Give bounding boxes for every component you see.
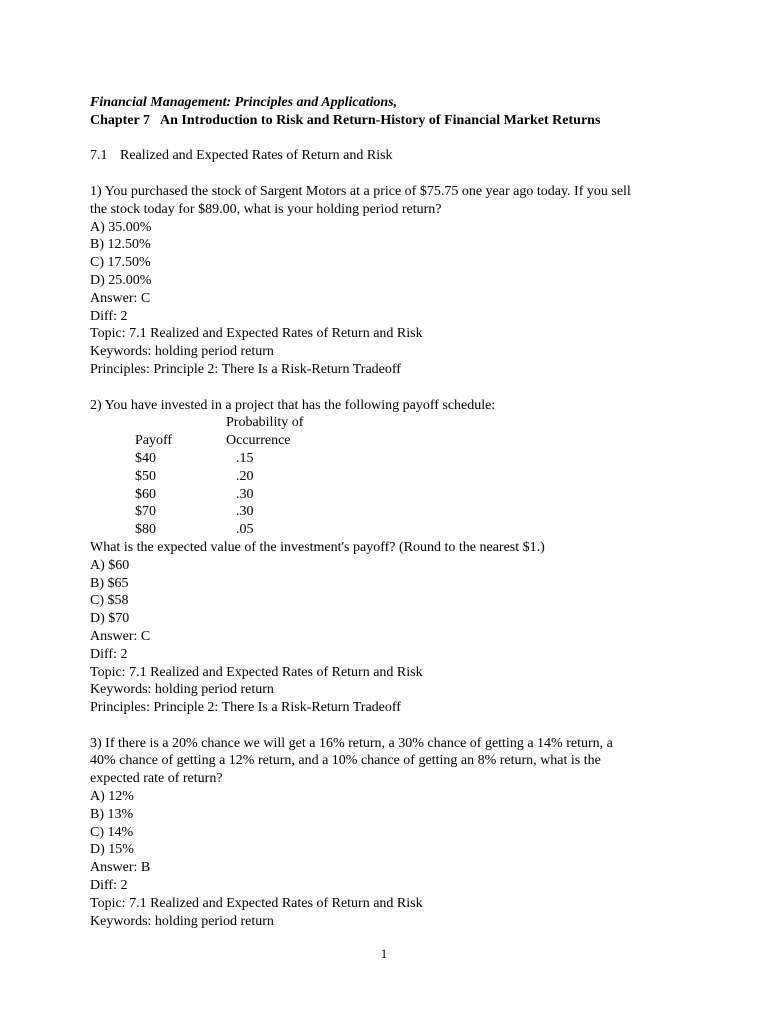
table-row [90,503,690,521]
probability-cell: .30 [236,504,254,520]
topic: Topic: 7.1 Realized and Expected Rates of Return and Risk [90,326,423,342]
option-d: D) 15% [90,842,134,858]
principles: Principles: Principle 2: There Is a Risk-Return Tradeoff [90,700,401,716]
payoff-cell: $70 [135,504,156,520]
page-number: 1 [380,946,388,961]
book-title: Financial Management: Principles and Applications, [90,95,398,110]
option-c: C) $58 [90,593,129,609]
table-row [90,468,690,486]
option-b: B) $65 [90,575,129,591]
table-row [90,450,690,468]
answer: Answer: B [90,860,151,876]
question-3 [90,735,690,931]
option-b: B) 13% [90,806,134,822]
question-text-line: 2) You have invested in a project that has the following payoff schedule: [90,397,496,413]
difficulty: Diff: 2 [90,878,128,894]
chapter-title: An Introduction to Risk and Return-History of Financial Market Returns [160,112,601,128]
payoff-cell: $40 [135,450,156,466]
option-a: A) $60 [90,557,130,573]
option-a: A) 35.00% [90,219,152,235]
principles: Principles: Principle 2: There Is a Risk-Return Tradeoff [90,361,401,377]
topic: Topic: 7.1 Realized and Expected Rates of Return and Risk [90,895,423,911]
keywords: Keywords: holding period return [90,913,274,929]
keywords: Keywords: holding period return [90,344,274,360]
probability-cell: .30 [236,486,254,502]
page-content [90,94,690,930]
question-2 [90,397,690,717]
table-row [90,521,690,539]
table-header-row [90,432,690,450]
question-text-line: the stock today for $89.00, what is your holding period return? [90,201,442,217]
chapter-label: Chapter 7 [90,112,151,128]
question-1 [90,183,690,379]
option-d: D) 25.00% [90,272,152,288]
difficulty: Diff: 2 [90,308,128,324]
question-text-line: 3) If there is a 20% chance we will get a 16% return, a 30% chance of getting a 14% return, a [90,735,613,751]
question-text-line: 1) You purchased the stock of Sargent Motors at a price of $75.75 one year ago today. If you sell [90,183,631,199]
chapter-heading [90,112,690,130]
section-heading [90,147,690,165]
col-header-occurrence: Occurrence [226,433,291,449]
question-text-line: 40% chance of getting a 12% return, and a 10% chance of getting an 8% return, what is the [90,753,601,769]
probability-cell: .15 [236,450,254,466]
payoff-cell: $60 [135,486,156,502]
payoff-table [90,414,690,539]
option-c: C) 17.50% [90,255,151,271]
payoff-cell: $80 [135,522,156,538]
option-d: D) $70 [90,611,130,627]
section-number: 7.1 [90,148,108,164]
option-a: A) 12% [90,789,134,805]
payoff-cell: $50 [135,468,156,484]
table-row [90,486,690,504]
section-title: Realized and Expected Rates of Return and Risk [120,148,393,164]
table-header-row [90,414,690,432]
col-header-payoff: Payoff [135,433,173,449]
probability-cell: .05 [236,522,254,538]
answer: Answer: C [90,628,151,644]
keywords: Keywords: holding period return [90,682,274,698]
question-follow-up: What is the expected value of the investment's payoff? (Round to the nearest $1.) [90,539,545,555]
topic: Topic: 7.1 Realized and Expected Rates of Return and Risk [90,664,423,680]
probability-cell: .20 [236,468,254,484]
option-c: C) 14% [90,824,134,840]
question-text-line: expected rate of return? [90,771,223,787]
option-b: B) 12.50% [90,237,151,253]
table-header-top: Probability of [226,415,304,431]
difficulty: Diff: 2 [90,646,128,662]
answer: Answer: C [90,290,151,306]
